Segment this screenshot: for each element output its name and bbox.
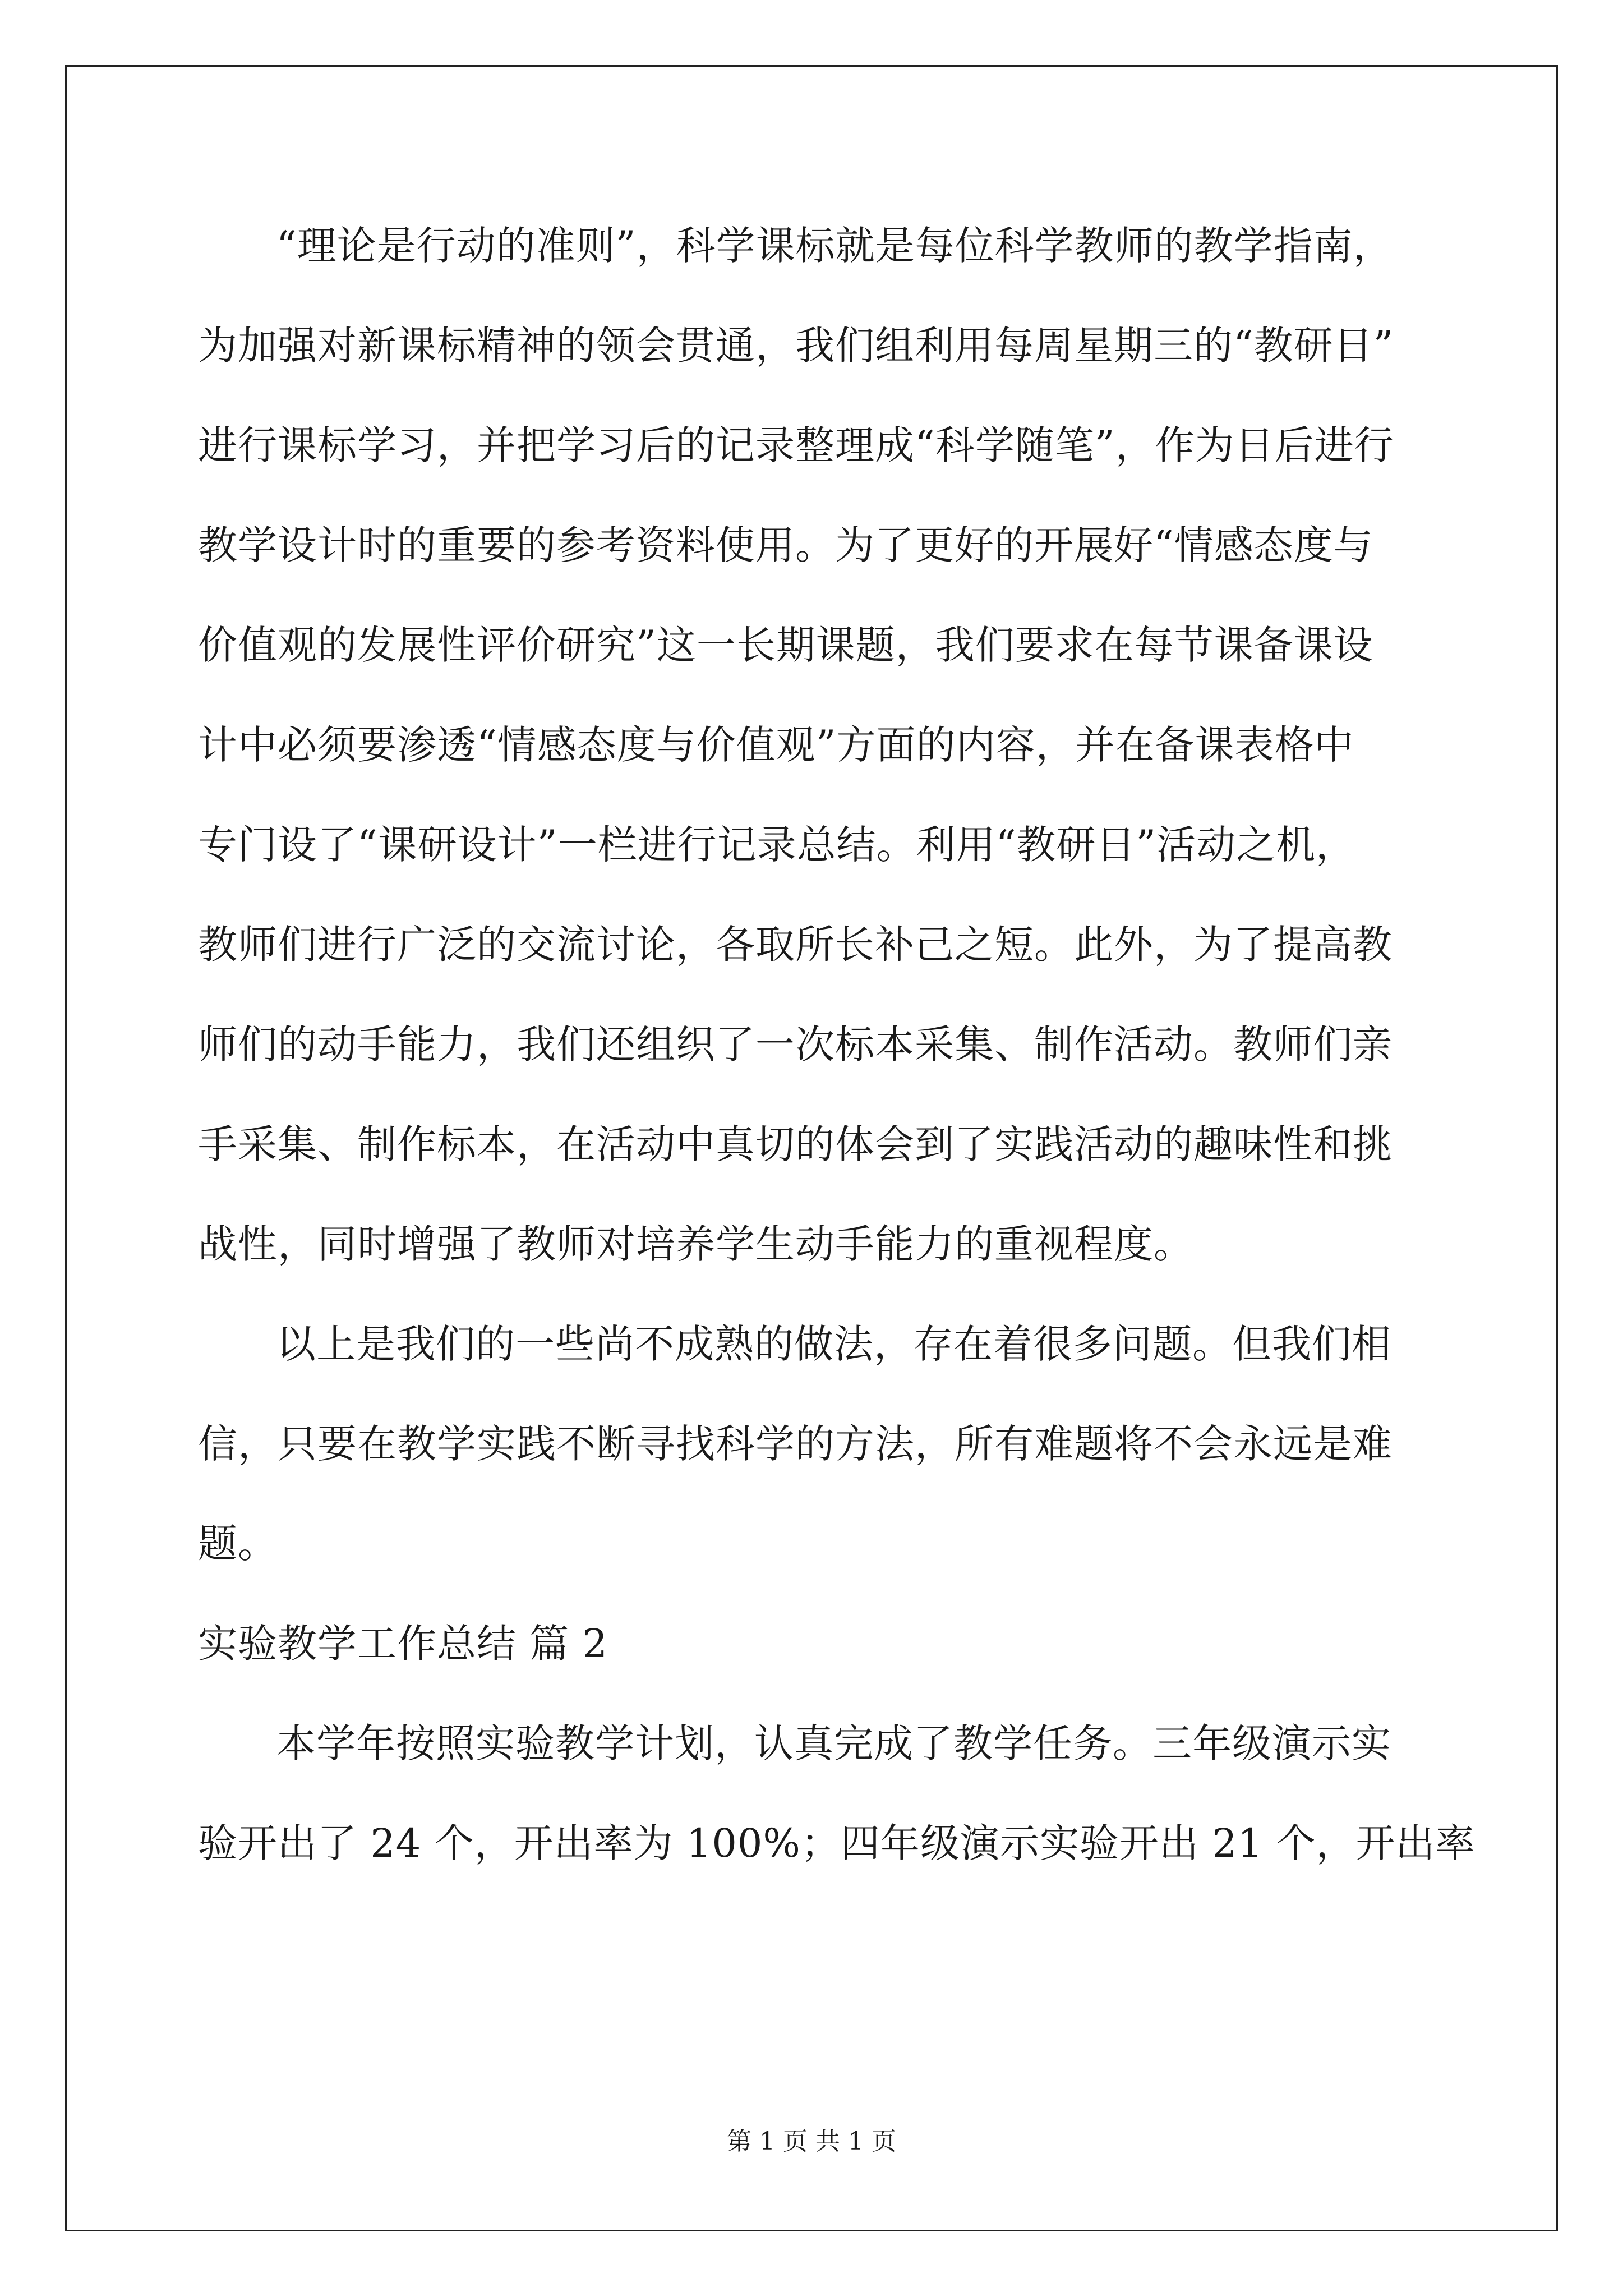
text-line: 验开出了 24 个，开出率为 100%；四年级演示实验开出 21 个，开出率 (198, 1820, 1476, 1866)
text-line: 信，只要在教学实践不断寻找科学的方法，所有难题将不会永远是难 (198, 1421, 1393, 1467)
text-line: “理论是行动的准则”，科学课标就是每位科学教师的教学指南， (276, 223, 1393, 269)
text-line: 战性，同时增强了教师对培养学生动手能力的重视程度。 (198, 1221, 1193, 1267)
page-number-footer: 第 1 页 共 1 页 (727, 2127, 896, 2156)
text-line: 题。 (198, 1521, 278, 1567)
text-line: 教学设计时的重要的参考资料使用。为了更好的开展好“情感态度与 (198, 522, 1373, 568)
text-line: 教师们进行广泛的交流讨论，各取所长补己之短。此外，为了提高教 (198, 922, 1393, 968)
text-line: 本学年按照实验教学计划，认真完成了教学任务。三年级演示实 (276, 1720, 1391, 1766)
document-body (198, 218, 1476, 1915)
text-line: 手采集、制作标本，在活动中真切的体会到了实践活动的趣味性和挑 (198, 1121, 1393, 1167)
text-line: 进行课标学习，并把学习后的记录整理成“科学随笔”，作为日后进行 (198, 422, 1394, 468)
text-line: 价值观的发展性评价研究”这一长期课题，我们要求在每节课备课设 (198, 622, 1373, 668)
text-line: 为加强对新课标精神的领会贯通，我们组利用每周星期三的“教研日” (198, 323, 1394, 369)
text-line: 计中必须要渗透“情感态度与价值观”方面的内容，并在备课表格中 (198, 722, 1354, 768)
text-line: 以上是我们的一些尚不成熟的做法，存在着很多问题。但我们相 (276, 1321, 1391, 1367)
text-line: 专门设了“课研设计”一栏进行记录总结。利用“教研日”活动之机， (198, 822, 1356, 868)
section-heading: 实验教学工作总结 篇 2 (198, 1621, 608, 1667)
text-line: 师们的动手能力，我们还组织了一次标本采集、制作活动。教师们亲 (198, 1022, 1393, 1068)
